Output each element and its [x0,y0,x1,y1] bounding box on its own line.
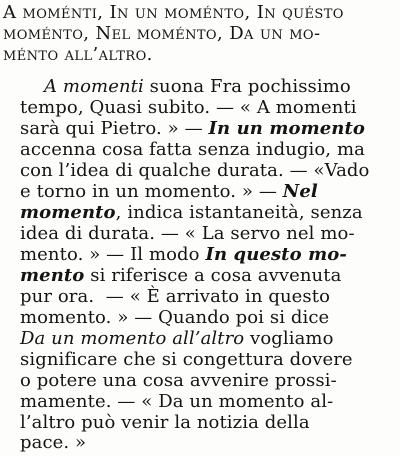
term-momento: momento [20,202,116,223]
body-line-10 [20,265,341,286]
body-line-2 [20,97,357,118]
body-line-3 [20,118,365,139]
term-mento: mento [20,265,85,286]
body-text: l’altro può venir la notizia della [20,412,310,433]
body-line-9 [20,244,347,265]
body-line-11 [20,286,330,307]
body-line-15 [20,370,337,391]
body-line-14 [20,349,353,370]
body-text: pace. » [20,432,87,453]
body-text: mento. » — Il modo [20,244,206,265]
entry-heading-line-3: ménto all’altro. [3,44,153,65]
body-line-7 [20,202,363,223]
body-text: e torno in un momento. » — [20,181,283,202]
term-da-un-momento-allaltro: Da un momento all’altro [20,328,245,349]
body-line-18 [20,432,86,453]
term-nel: Nel [282,181,318,202]
body-line-8 [20,223,355,244]
body-text: vogliamo [244,328,334,349]
body-line-6 [20,181,318,202]
body-text: tempo, Quasi subito. — « A momenti [20,97,357,118]
body-text: con l’idea di qualche durata. — «Vado [20,160,370,181]
term-in-questo-mo: In questo mo- [205,244,347,265]
term-in-un-momento: In un momento [208,118,365,139]
body-text: si riferisce a cosa avvenuta [84,265,342,286]
body-text: pur ora. — « È arrivato in questo [20,286,331,307]
body-text: accenna cosa fatta senza indugio, ma [20,139,365,160]
body-text: suona Fra pochissimo [143,76,351,97]
body-line-1 [44,76,351,97]
body-line-4 [20,139,365,160]
term-a-momenti: A momenti [44,76,144,97]
body-text: o potere una cosa avvenire prossi- [20,370,337,391]
body-text: , indica istantaneità, senza [115,202,363,223]
body-line-5 [20,160,369,181]
body-line-13 [20,328,334,349]
body-text: significare che si congettura dovere [20,349,353,370]
body-line-12 [20,307,329,328]
body-line-17 [20,412,310,433]
body-line-16 [20,391,333,412]
body-text: momento. » — Quando poi si dice [20,307,330,328]
body-text: mamente. — « Da un momento al- [20,391,334,412]
body-text: idea di durata. — « La servo nel mo- [20,223,355,244]
entry-heading-line-1: A moménti, In un moménto, In quésto [3,2,344,23]
entry-heading-line-2: moménto, Nel moménto, Da un mo- [3,23,321,44]
body-text: sarà qui Pietro. » — [20,118,209,139]
